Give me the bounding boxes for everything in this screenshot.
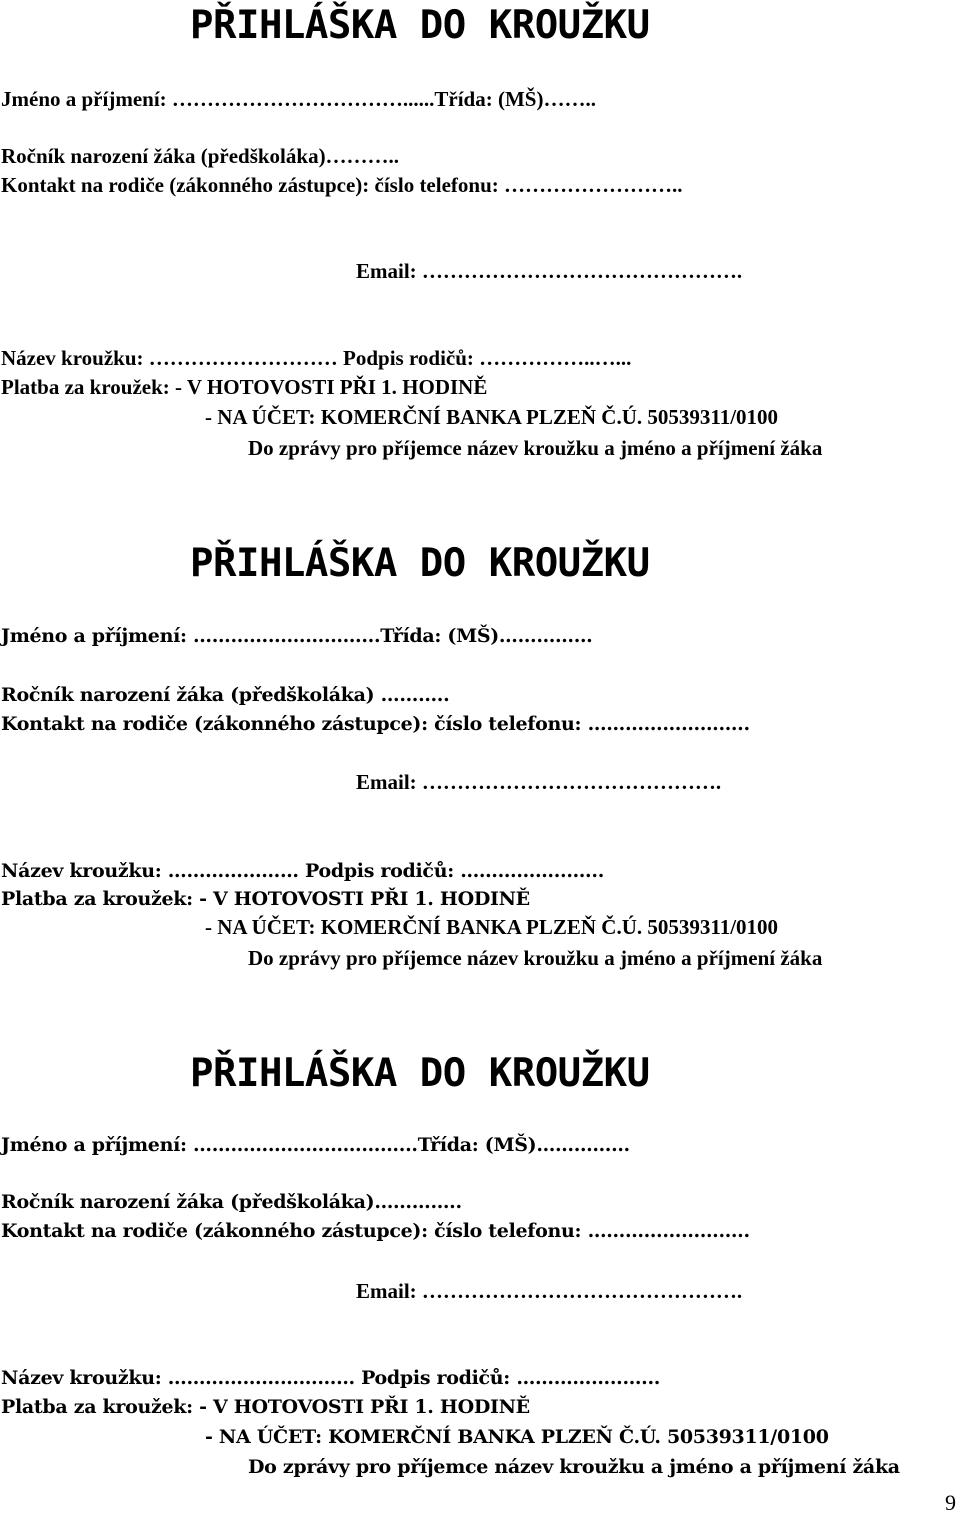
birth-year-line: Ročník narození žáka (předškoláka)………….. (1, 1191, 462, 1213)
birth-year-line: Ročník narození žáka (předškoláka) ……….. (1, 684, 450, 706)
payment-account-line: - NA ÚČET: KOMERČNÍ BANKA PLZEŇ Č.Ú. 50539311/0100 (205, 405, 779, 429)
payment-account-line: - NA ÚČET: KOMERČNÍ BANKA PLZEŇ Č.Ú. 50539311/0100 (205, 915, 779, 939)
parent-contact-line: Kontakt na rodiče (zákonného zástupce): číslo telefonu: …………………….. (1, 713, 750, 735)
payment-account-line: - NA ÚČET: KOMERČNÍ BANKA PLZEŇ Č.Ú. 50539311/0100 (205, 1426, 829, 1448)
club-and-signature-line: Název kroužku: ………………… Podpis rodičů: ……………..…... (1, 860, 605, 882)
payment-note-line: Do zprávy pro příjemce název kroužku a jméno a příjmení žáka (248, 946, 823, 970)
name-and-class-line: Jméno a příjmení: ……………………………......Třída: (MŠ)…….. (1, 87, 596, 111)
club-and-signature-line: Název kroužku: ………………………… Podpis rodičů: ……………..…... (1, 1367, 661, 1389)
application-form-3 (0, 1050, 960, 1530)
page-number: 9 (945, 1490, 956, 1515)
club-and-signature-line: Název kroužku: ……………………… Podpis rodičů: ……………..…... (1, 346, 632, 370)
form-title: PŘIHLÁŠKA DO KROUŽKU (190, 1051, 650, 1096)
email-line: Email: ……………………………………. (356, 770, 722, 794)
birth-year-line: Ročník narození žáka (předškoláka)……….. (1, 144, 400, 168)
form-title: PŘIHLÁŠKA DO KROUŽKU (190, 541, 650, 586)
payment-note-line: Do zprávy pro příjemce název kroužku a jméno a příjmení žáka (248, 1456, 900, 1478)
name-and-class-line: Jméno a příjmení: ……………………………...Třída: (MŠ)…………… (1, 1134, 630, 1156)
email-line: Email: ………………………………………. (356, 259, 743, 283)
parent-contact-line: Kontakt na rodiče (zákonného zástupce): číslo telefonu: …………………….. (1, 1220, 750, 1242)
parent-contact-line: Kontakt na rodiče (zákonného zástupce): číslo telefonu: …………………….. (1, 173, 683, 197)
payment-cash-line: Platba za kroužek: - V HOTOVOSTI PŘI 1. HODINĚ (1, 375, 488, 399)
application-form-2 (0, 540, 960, 1020)
email-line: Email: ………………………………………. (356, 1279, 743, 1303)
payment-cash-line: Platba za kroužek: - V HOTOVOSTI PŘI 1. HODINĚ (1, 888, 530, 910)
name-and-class-line: Jméno a příjmení: ………………………...Třída: (MŠ)…………… (1, 625, 593, 647)
form-title: PŘIHLÁŠKA DO KROUŽKU (190, 3, 650, 48)
payment-note-line: Do zprávy pro příjemce název kroužku a jméno a příjmení žáka (248, 436, 823, 460)
application-form-1 (0, 0, 960, 480)
payment-cash-line: Platba za kroužek: - V HOTOVOSTI PŘI 1. HODINĚ (1, 1396, 530, 1418)
